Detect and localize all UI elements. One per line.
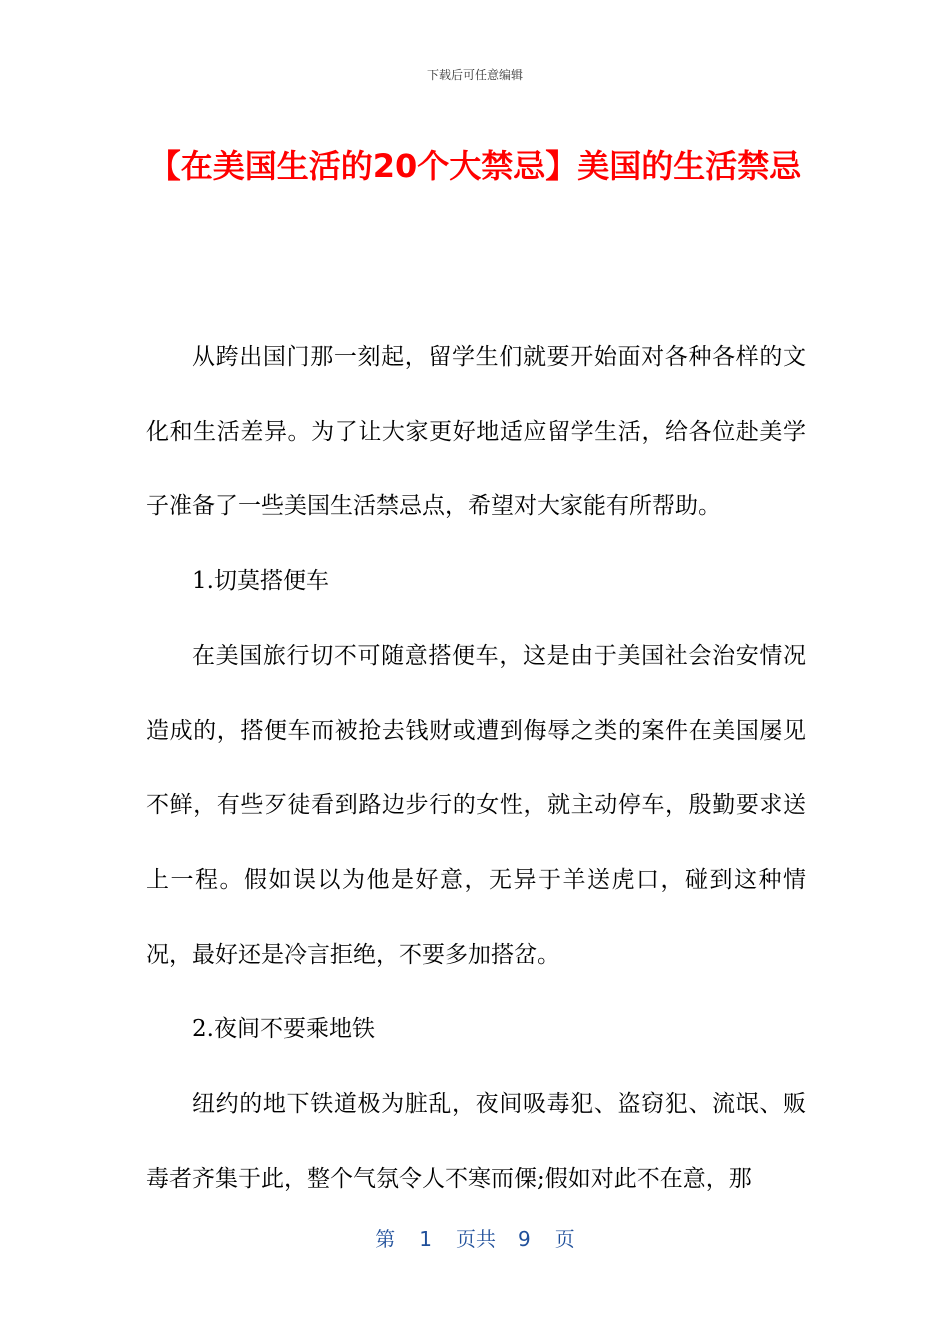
paragraph-intro: 从跨出国门那一刻起，留学生们就要开始面对各种各样的文化和生活差异。为了让大家更好地适应留学生活，给各位赴美学子准备了一些美国生活禁忌点，希望对大家能有所帮助。 <box>146 344 806 520</box>
paragraph-hitchhiking: 在美国旅行切不可随意搭便车，这是由于美国社会治安情况造成的，搭便车而被抢去钱财或遭到侮辱之类的案件在美国屡见不鲜，有些歹徒看到路边步行的女性，就主动停车，殷勤要求送上一程。假如误以为他是好意，无异于羊送虎口，碰到这种情况，最好还是冷言拒绝，不要多加搭岔。 <box>146 642 806 968</box>
section-heading-2: 2.夜间不要乘地铁 <box>192 1016 375 1043</box>
header-note: 下载后可任意编辑 <box>426 68 523 82</box>
footer-middle: 页共 <box>456 1227 496 1251</box>
paragraph-subway: 纽约的地下铁道极为脏乱，夜间吸毒犯、盗窃犯、流氓、贩毒者齐集于此，整个气氛令人不寒而傈;假如对此不在意，那 <box>146 1091 806 1192</box>
footer-page-total: 9 <box>518 1227 531 1251</box>
page-footer <box>0 1226 950 1252</box>
page-title: 【在美国生活的20个大禁忌】美国的生活禁忌 <box>148 147 802 185</box>
footer-page-current: 1 <box>419 1227 432 1251</box>
section-heading-1: 1.切莫搭便车 <box>192 568 329 595</box>
footer-suffix: 页 <box>554 1227 575 1251</box>
footer-prefix: 第 <box>375 1227 396 1251</box>
body-text <box>146 320 806 1216</box>
